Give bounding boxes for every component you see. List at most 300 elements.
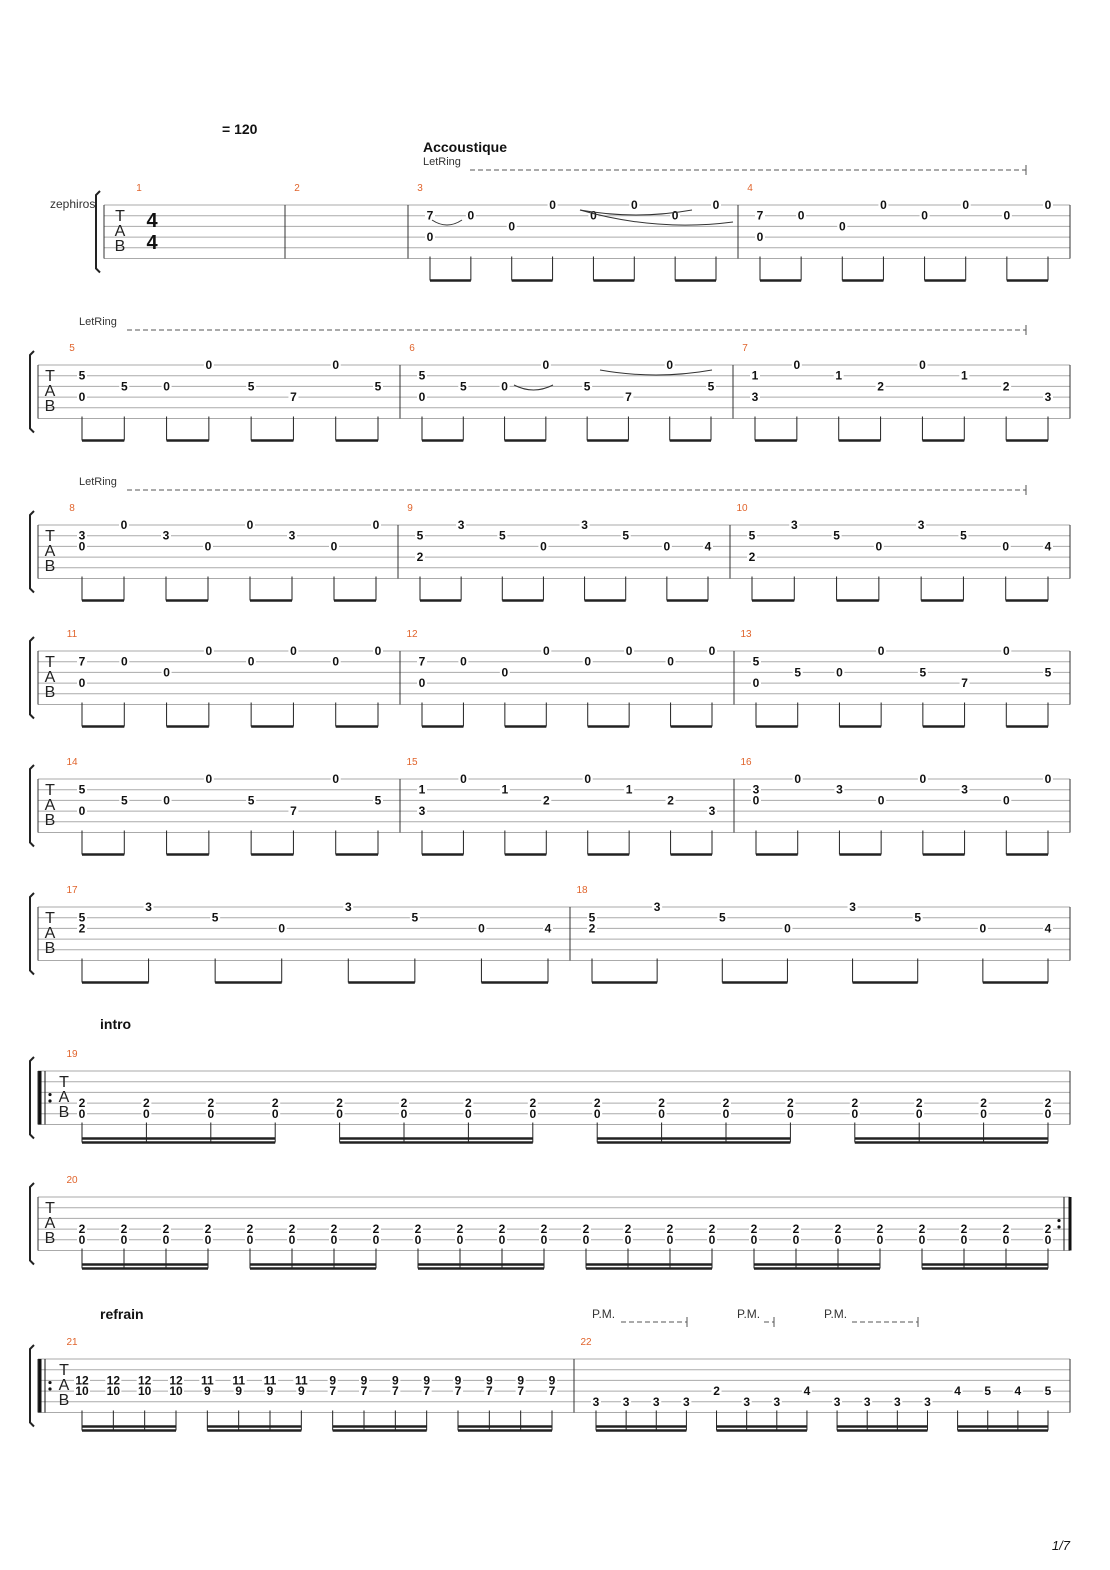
fret-number: 3 (743, 1394, 751, 1409)
fret-number: 2 (400, 1096, 408, 1111)
fret-number: 0 (247, 654, 255, 669)
measure-number: 5 (69, 343, 75, 354)
fret-number: 9 (485, 1373, 493, 1388)
fret-number: 1 (501, 782, 509, 797)
repeat-dot (48, 1381, 51, 1384)
fret-number: 0 (330, 539, 338, 554)
fret-number: 7 (290, 804, 297, 819)
fret-number: 0 (529, 1106, 537, 1121)
fret-number: 7 (961, 676, 968, 691)
fret-number: 0 (120, 654, 128, 669)
fret-number: 0 (204, 539, 212, 554)
measure-number: 21 (66, 1337, 78, 1348)
fret-number: 0 (876, 1232, 884, 1247)
page-number: 1/7 (1051, 1538, 1070, 1553)
tab-clef-letter: A (44, 925, 56, 942)
fret-number: 0 (722, 1106, 730, 1121)
fret-number: 2 (246, 1222, 254, 1237)
fret-number: 2 (498, 1222, 506, 1237)
fret-number: 0 (120, 1232, 128, 1247)
fret-number: 2 (542, 793, 550, 808)
fret-number: 7 (360, 1384, 368, 1399)
fret-number: 2 (1044, 1222, 1052, 1237)
fret-number: 0 (278, 921, 286, 936)
fret-number: 0 (877, 644, 885, 658)
fret-number: 0 (418, 676, 426, 691)
fret-number: 5 (374, 793, 382, 808)
tab-clef-letter: B (44, 940, 56, 957)
fret-number: 0 (918, 1232, 926, 1247)
tab-system (96, 191, 1070, 281)
fret-number: 5 (748, 528, 756, 543)
repeat-dot (1057, 1219, 1060, 1222)
fret-number: 3 (418, 804, 426, 819)
fret-number: 0 (915, 1106, 923, 1121)
fret-number: 0 (1002, 539, 1010, 554)
fret-number: 0 (793, 358, 801, 372)
repeat-dot (48, 1093, 51, 1096)
fret-number: 0 (542, 644, 550, 658)
fret-number: 0 (336, 1106, 343, 1121)
fret-number: 0 (1044, 198, 1052, 212)
fret-number: 3 (833, 1394, 841, 1409)
fret-number: 5 (247, 379, 255, 394)
fret-number: 0 (980, 1106, 987, 1121)
measure-number: 17 (66, 885, 78, 896)
fret-number: 0 (162, 1232, 170, 1247)
system-bracket (30, 637, 34, 719)
system-bracket (30, 1183, 34, 1265)
fret-number: 9 (329, 1373, 337, 1388)
tab-clef-letter: T (45, 782, 55, 799)
fret-number: 0 (630, 198, 638, 212)
fret-number: 4 (544, 921, 552, 936)
tab-clef-letter: B (58, 1104, 70, 1121)
fret-number: 0 (288, 1232, 296, 1247)
fret-number: 5 (78, 368, 86, 383)
fret-number: 0 (456, 1232, 464, 1247)
fret-number: 9 (423, 1373, 431, 1388)
fret-number: 2 (748, 550, 756, 565)
fret-number: 5 (622, 528, 630, 543)
time-signature-bottom: 4 (146, 232, 158, 254)
fret-number: 2 (78, 1096, 86, 1111)
repeat-dot (48, 1387, 51, 1390)
measure-number: 3 (417, 183, 423, 194)
measure-number: 16 (740, 757, 752, 768)
fret-number: 1 (418, 782, 426, 797)
fret-number: 5 (588, 910, 596, 925)
fret-number: 9 (203, 1384, 211, 1399)
fret-number: 0 (1002, 1232, 1010, 1247)
fret-number: 2 (120, 1222, 128, 1237)
fret-number: 3 (622, 1394, 630, 1409)
fret-number: 0 (400, 1106, 408, 1121)
instrument-name: zephiros (50, 197, 96, 211)
fret-number: 2 (540, 1222, 548, 1237)
fret-number: 7 (290, 390, 297, 405)
fret-number: 0 (78, 1106, 86, 1121)
fret-number: 10 (169, 1384, 183, 1399)
fret-number: 7 (548, 1384, 556, 1399)
tab-clef-letter: B (44, 1230, 56, 1247)
fret-number: 0 (794, 772, 802, 786)
fret-number: 0 (834, 1232, 842, 1247)
fret-number: 0 (540, 1232, 548, 1247)
tab-clef-letter: B (114, 238, 126, 255)
fret-number: 0 (332, 654, 340, 669)
measure-number: 19 (66, 1049, 78, 1060)
fret-number: 2 (980, 1096, 987, 1111)
fret-number: 0 (207, 1106, 215, 1121)
fret-number: 0 (663, 539, 671, 554)
fret-number: 0 (372, 518, 380, 532)
fret-number: 9 (548, 1373, 556, 1388)
fret-number: 4 (1044, 921, 1052, 936)
fret-number: 4 (1014, 1384, 1022, 1399)
fret-number: 0 (332, 772, 340, 786)
fret-number: 11 (232, 1373, 246, 1388)
fret-number: 0 (671, 208, 679, 223)
measure-number: 11 (66, 629, 78, 640)
fret-number: 2 (960, 1222, 968, 1237)
system-bracket (96, 191, 100, 273)
tab-clef-letter: B (44, 398, 56, 415)
tab-clef-letter: A (58, 1089, 70, 1106)
fret-number: 0 (784, 921, 791, 936)
fret-number: 2 (330, 1222, 338, 1237)
fret-number: 2 (918, 1222, 926, 1237)
fret-number: 2 (834, 1222, 842, 1237)
fret-number: 0 (756, 230, 764, 245)
fret-number: 0 (590, 208, 597, 223)
tempo-marking: = 120 (222, 121, 258, 137)
measure-number: 6 (409, 343, 415, 354)
tab-system (30, 637, 1070, 727)
fret-number: 2 (593, 1096, 601, 1111)
fret-number: 4 (954, 1384, 961, 1399)
fret-number: 9 (235, 1384, 243, 1399)
fret-number: 2 (1044, 1096, 1052, 1111)
fret-number: 7 (391, 1384, 399, 1399)
fret-number: 0 (418, 390, 426, 405)
fret-number: 0 (143, 1106, 150, 1121)
fret-number: 2 (1002, 379, 1010, 394)
fret-number: 0 (624, 1232, 632, 1247)
fret-number: 7 (517, 1384, 525, 1399)
fret-number: 2 (529, 1096, 537, 1111)
fret-number: 0 (271, 1106, 279, 1121)
system-bracket (30, 893, 34, 975)
measure-number: 15 (406, 757, 418, 768)
repeat-dot (1057, 1225, 1060, 1228)
tab-clef-letter: T (45, 910, 55, 927)
tab-clef-letter: A (44, 383, 56, 400)
fret-number: 0 (78, 390, 86, 405)
fret-number: 3 (683, 1394, 690, 1409)
fret-number: 0 (584, 772, 592, 786)
fret-number: 5 (459, 379, 467, 394)
tab-clef-letter: T (45, 528, 55, 545)
fret-number: 2 (456, 1222, 464, 1237)
fret-number: 2 (876, 1222, 884, 1237)
fret-number: 0 (1044, 772, 1052, 786)
fret-number: 0 (205, 358, 213, 372)
fret-number: 2 (288, 1222, 296, 1237)
fret-number: 0 (478, 921, 485, 936)
fret-number: 3 (708, 804, 716, 819)
fret-number: 0 (666, 358, 674, 372)
tab-system (30, 511, 1070, 601)
fret-number: 9 (391, 1373, 399, 1388)
section-label-refrain: refrain (100, 1306, 144, 1322)
fret-number: 5 (78, 910, 86, 925)
let-ring-label: LetRing (423, 156, 461, 168)
measure-number: 18 (576, 885, 588, 896)
fret-number: 5 (833, 528, 840, 543)
fret-number: 0 (78, 1232, 86, 1247)
system-bracket (30, 1345, 34, 1427)
fret-number: 4 (1044, 539, 1052, 554)
fret-number: 5 (78, 782, 86, 797)
fret-number: 11 (294, 1373, 308, 1388)
fret-number: 2 (582, 1222, 590, 1237)
fret-number: 5 (1044, 1384, 1052, 1399)
measure-number: 7 (742, 343, 748, 354)
fret-number: 5 (718, 910, 726, 925)
palm-mute-label: P.M. (737, 1307, 761, 1321)
fret-number: 9 (360, 1373, 368, 1388)
fret-number: 10 (137, 1384, 152, 1399)
measure-number: 2 (294, 183, 300, 194)
fret-number: 0 (658, 1106, 665, 1121)
fret-number: 0 (708, 1232, 716, 1247)
tab-clef-letter: T (115, 208, 125, 225)
fret-number: 3 (924, 1394, 931, 1409)
fret-number: 2 (465, 1096, 472, 1111)
fret-number: 3 (836, 782, 843, 797)
fret-number: 5 (498, 528, 506, 543)
fret-number: 0 (792, 1232, 800, 1247)
fret-number: 2 (624, 1222, 632, 1237)
fret-number: 3 (457, 518, 465, 532)
fret-number: 2 (204, 1222, 212, 1237)
tab-clef-letter: A (58, 1377, 70, 1394)
fret-number: 0 (593, 1106, 601, 1121)
fret-number: 3 (653, 900, 661, 914)
tab-clef-letter: T (59, 1362, 69, 1379)
measure-number: 12 (406, 629, 418, 640)
fret-number: 2 (78, 921, 86, 936)
fret-number: 9 (517, 1373, 525, 1388)
palm-mute-label: P.M. (592, 1307, 616, 1321)
fret-number: 2 (792, 1222, 800, 1237)
fret-number: 2 (666, 1222, 674, 1237)
tab-clef-letter: B (58, 1392, 70, 1409)
fret-number: 2 (372, 1222, 380, 1237)
fret-number: 0 (332, 358, 340, 372)
fret-number: 0 (750, 1232, 758, 1247)
tab-system (30, 1057, 1070, 1143)
fret-number: 0 (372, 1232, 380, 1247)
fret-number: 2 (787, 1096, 794, 1111)
fret-number: 0 (460, 772, 467, 786)
fret-number: 5 (120, 379, 128, 394)
tab-system (30, 893, 1070, 983)
fret-number: 0 (708, 644, 716, 658)
fret-number: 0 (78, 676, 86, 691)
tab-clef-letter: T (59, 1074, 69, 1091)
fret-number: 0 (666, 1232, 674, 1247)
fret-number: 0 (163, 793, 170, 808)
fret-number: 5 (752, 654, 760, 669)
fret-number: 4 (803, 1384, 811, 1399)
fret-number: 5 (411, 910, 419, 925)
fret-number: 0 (205, 772, 213, 786)
fret-number: 0 (582, 1232, 590, 1247)
fret-number: 0 (752, 676, 760, 691)
measure-number: 14 (66, 757, 78, 768)
measure-number: 10 (736, 503, 748, 514)
fret-number: 0 (584, 654, 592, 669)
fret-number: 2 (336, 1096, 343, 1111)
fret-number: 5 (418, 368, 426, 383)
fret-number: 0 (797, 208, 805, 223)
fret-number: 0 (204, 1232, 212, 1247)
fret-number: 2 (851, 1096, 859, 1111)
fret-number: 3 (773, 1394, 781, 1409)
fret-number: 7 (454, 1384, 462, 1399)
fret-number: 0 (374, 644, 382, 658)
section-label-intro: intro (100, 1016, 132, 1032)
tab-clef-letter: A (44, 797, 56, 814)
fret-number: 7 (78, 654, 86, 669)
fret-number: 0 (877, 793, 885, 808)
fret-number: 0 (542, 358, 550, 372)
fret-number: 0 (426, 230, 434, 245)
fret-number: 5 (919, 665, 927, 680)
system-bracket (30, 765, 34, 847)
fret-number: 0 (667, 654, 674, 669)
repeat-dot (48, 1099, 51, 1102)
fret-number: 3 (652, 1394, 660, 1409)
fret-number: 5 (984, 1384, 992, 1399)
fret-number: 2 (750, 1222, 758, 1237)
fret-number: 7 (756, 208, 764, 223)
fret-number: 1 (751, 368, 759, 383)
fret-number: 7 (329, 1384, 337, 1399)
fret-number: 0 (752, 793, 760, 808)
fret-number: 2 (588, 921, 596, 936)
fret-number: 12 (106, 1373, 121, 1388)
time-signature-top: 4 (146, 210, 158, 232)
fret-number: 0 (414, 1232, 422, 1247)
tab-clef-letter: A (44, 543, 56, 560)
fret-number: 3 (751, 390, 759, 405)
system-bracket (30, 351, 34, 433)
fret-number: 11 (200, 1373, 214, 1388)
fret-number: 0 (120, 518, 128, 532)
fret-number: 3 (893, 1394, 901, 1409)
tab-clef-letter: T (45, 654, 55, 671)
fret-number: 2 (416, 550, 424, 565)
fret-number: 9 (266, 1384, 274, 1399)
tab-clef-letter: T (45, 368, 55, 385)
fret-number: 0 (290, 644, 297, 658)
tie-arc (432, 220, 462, 225)
fret-number: 0 (1002, 644, 1010, 658)
fret-number: 0 (467, 208, 475, 223)
fret-number: 3 (961, 782, 968, 797)
measure-number: 20 (66, 1175, 78, 1186)
fret-number: 3 (752, 782, 760, 797)
fret-number: 2 (207, 1096, 215, 1111)
fret-number: 0 (919, 358, 926, 372)
fret-number: 0 (880, 198, 887, 212)
fret-number: 4 (704, 539, 712, 554)
fret-number: 7 (625, 390, 632, 405)
let-ring-label: LetRing (79, 476, 117, 488)
fret-number: 0 (921, 208, 928, 223)
fret-number: 0 (836, 665, 843, 680)
fret-number: 1 (625, 782, 633, 797)
fret-number: 7 (426, 208, 434, 223)
fret-number: 5 (211, 910, 219, 925)
tab-clef-letter: B (44, 812, 56, 829)
tie-arc (514, 385, 553, 390)
fret-number: 0 (330, 1232, 338, 1247)
fret-number: 3 (592, 1394, 600, 1409)
fret-number: 2 (915, 1096, 923, 1111)
fret-number: 2 (877, 379, 884, 394)
measure-number: 22 (580, 1337, 592, 1348)
fret-number: 12 (137, 1373, 152, 1388)
fret-number: 5 (794, 665, 802, 680)
tie-arc (580, 210, 733, 225)
measure-number: 8 (69, 503, 75, 514)
fret-number: 0 (163, 379, 170, 394)
tab-clef-letter: B (44, 558, 56, 575)
fret-number: 3 (581, 518, 588, 532)
fret-number: 5 (120, 793, 128, 808)
fret-number: 2 (78, 1222, 86, 1237)
fret-number: 10 (106, 1384, 121, 1399)
fret-number: 5 (374, 379, 382, 394)
fret-number: 5 (1044, 665, 1052, 680)
measure-number: 4 (747, 183, 753, 194)
fret-number: 5 (583, 379, 591, 394)
fret-number: 0 (205, 644, 213, 658)
fret-number: 0 (1044, 1232, 1052, 1247)
fret-number: 3 (344, 900, 352, 914)
tab-clef-letter: T (45, 1200, 55, 1217)
fret-number: 0 (78, 804, 86, 819)
fret-number: 5 (416, 528, 424, 543)
fret-number: 1 (960, 368, 968, 383)
fret-number: 3 (849, 900, 856, 914)
fret-number: 0 (246, 518, 254, 532)
fret-number: 7 (418, 654, 426, 669)
fret-number: 9 (297, 1384, 305, 1399)
fret-number: 0 (1002, 793, 1010, 808)
fret-number: 0 (501, 379, 508, 394)
fret-number: 0 (851, 1106, 859, 1121)
fret-number: 0 (838, 219, 846, 234)
tab-clef-letter: A (44, 669, 56, 686)
fret-number: 11 (263, 1373, 277, 1388)
fret-number: 0 (919, 772, 927, 786)
fret-number: 0 (78, 539, 86, 554)
